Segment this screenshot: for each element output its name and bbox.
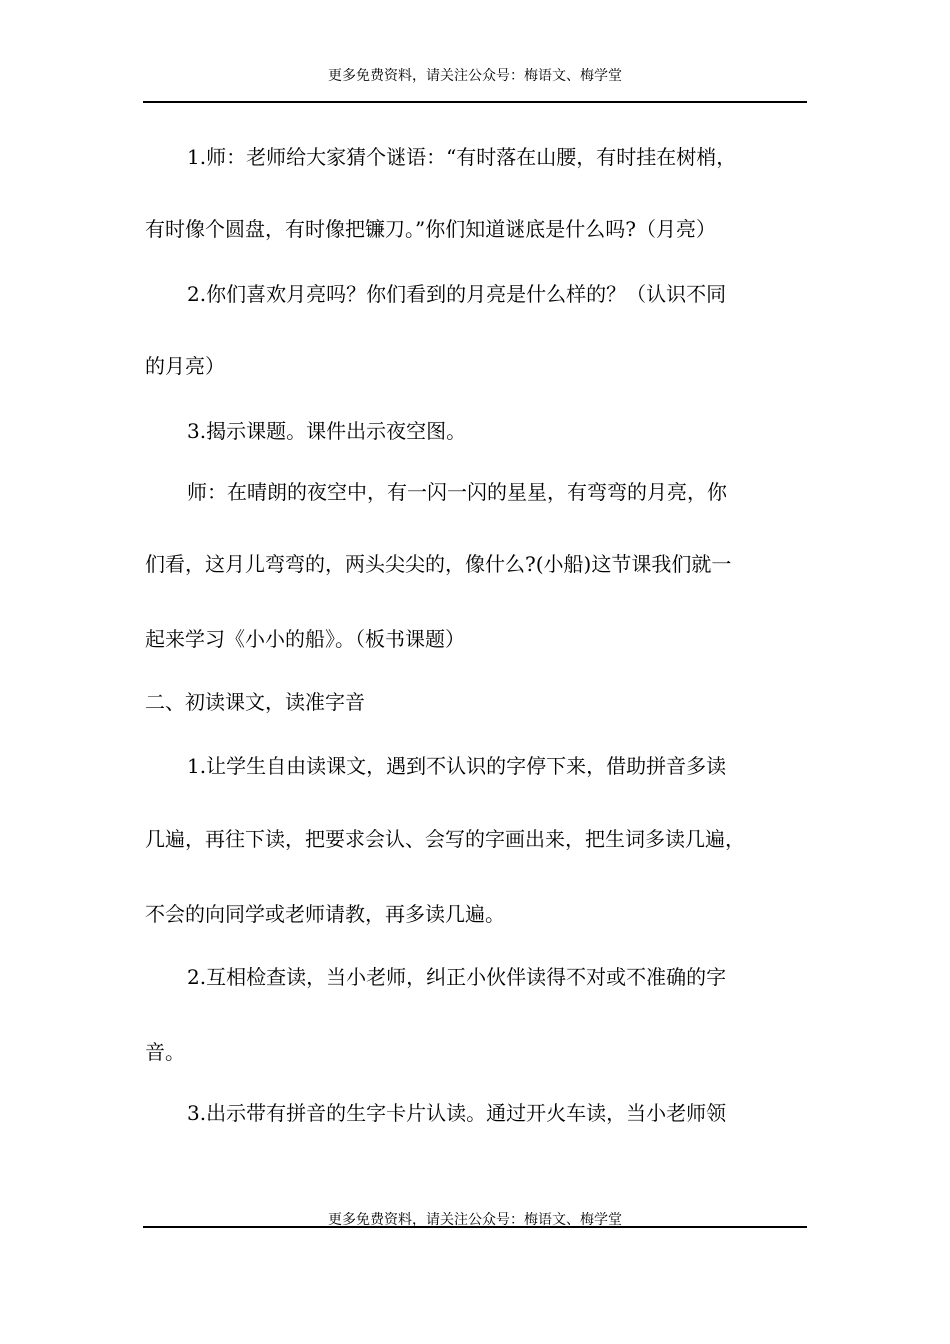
text-line: 音。 xyxy=(145,1040,185,1064)
text-line: 起来学习《小小的船》。（板书课题） xyxy=(145,627,465,651)
text-line: 们看，这月儿弯弯的，两头尖尖的，像什么?(小船)这节课我们就一 xyxy=(145,552,732,576)
text-line: 的月亮） xyxy=(145,354,225,378)
section-heading: 二、初读课文，读准字音 xyxy=(145,690,365,714)
text-line: 3.出示带有拼音的生字卡片认读。通过开火车读，当小老师领 xyxy=(187,1101,727,1125)
text-line: 1.让学生自由读课文，遇到不认识的字停下来，借助拼音多读 xyxy=(187,754,727,778)
text-line: 3.揭示课题。课件出示夜空图。 xyxy=(187,419,467,443)
page-header: 更多免费资料，请关注公众号：梅语文、梅学堂 xyxy=(328,68,622,84)
text-line: 1.师：老师给大家猜个谜语：“有时落在山腰，有时挂在树梢， xyxy=(187,145,737,169)
footer-divider xyxy=(143,1226,807,1228)
text-line: 有时像个圆盘，有时像把镰刀。”你们知道谜底是什么吗?（月亮） xyxy=(145,217,716,241)
text-line: 2.互相检查读，当小老师，纠正小伙伴读得不对或不准确的字 xyxy=(187,965,727,989)
header-divider xyxy=(143,101,807,103)
text-line: 几遍，再往下读，把要求会认、会写的字画出来，把生词多读几遍， xyxy=(145,827,745,851)
text-line: 师：在晴朗的夜空中，有一闪一闪的星星，有弯弯的月亮，你 xyxy=(187,480,727,504)
text-line: 2.你们喜欢月亮吗？你们看到的月亮是什么样的？（认识不同 xyxy=(187,282,727,306)
page-footer: 更多免费资料，请关注公众号：梅语文、梅学堂 xyxy=(328,1212,622,1228)
text-line: 不会的向同学或老师请教，再多读几遍。 xyxy=(145,902,505,926)
